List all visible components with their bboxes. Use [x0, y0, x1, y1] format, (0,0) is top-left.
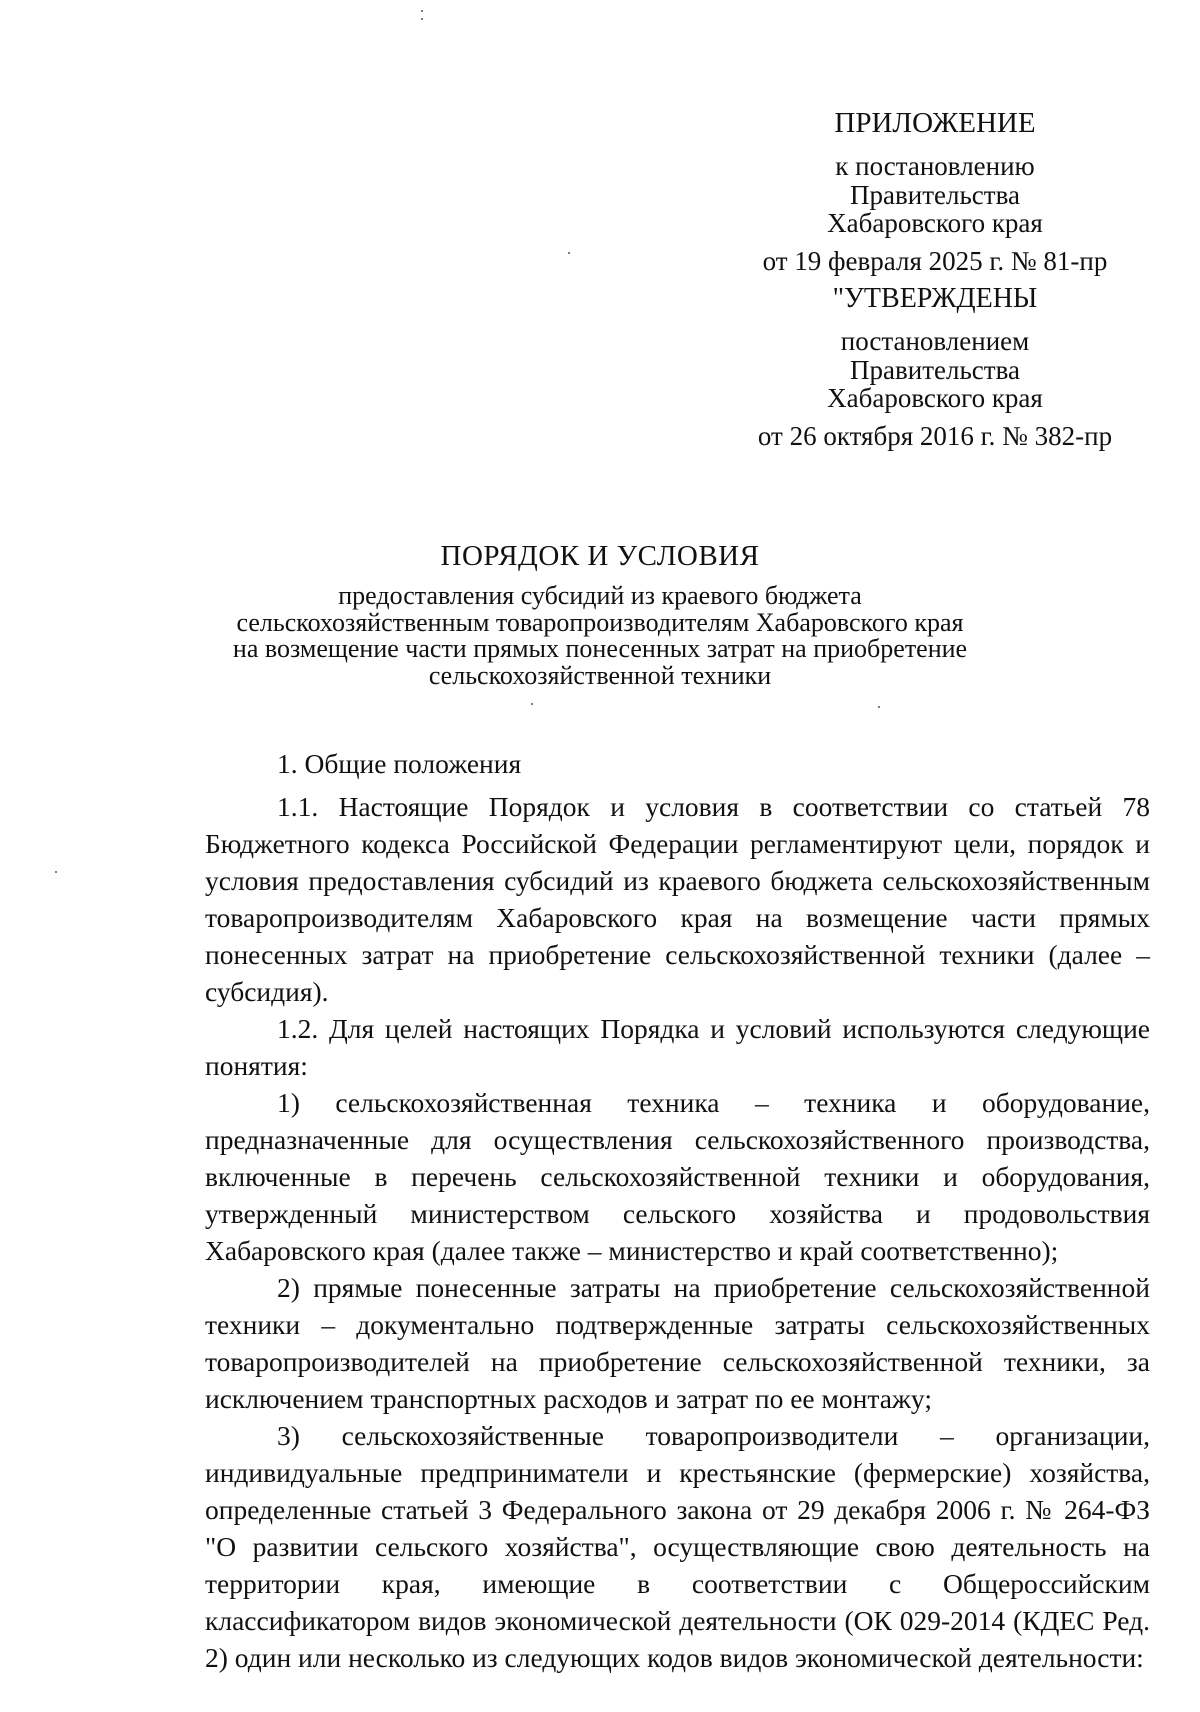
approved-label: "УТВЕРЖДЕНЫ: [832, 282, 1038, 314]
scan-speck: [55, 871, 57, 873]
definition-item-2: 2) прямые понесенные затраты на приобретение сельскохозяйственной техники – документально подтвержденные затраты сельскохозяйственных товаропроизводителей на приобретение сельскохозяйственной техники, за исключением транспортных расходов и затрат по ее монтажу;: [205, 1272, 1150, 1414]
appendix-block: [740, 108, 1130, 451]
appendix-line: Хабаровского края: [827, 208, 1043, 239]
paragraph-1-1: 1.1. Настоящие Порядок и условия в соответствии со статьей 78 Бюджетного кодекса Российской Федерации регламентируют цели, порядок и условия предоставления субсидий из краевого бюджета сельскохозяйственным товаропроизводителям Хабаровского края на возмещение части прямых понесенных затрат на приобретение сельскохозяйственной техники (далее – субсидия).: [205, 791, 1150, 1007]
approved-line: Правительства: [850, 354, 1020, 385]
appendix-date: от 19 февраля 2025 г. № 81-пр: [762, 246, 1108, 277]
scan-speck: [421, 10, 423, 12]
document-body: [205, 745, 1150, 1676]
section-heading: 1. Общие положения: [277, 748, 522, 779]
subtitle-line: сельскохозяйственной техники: [428, 660, 772, 690]
definition-item-3: 3) сельскохозяйственные товаропроизводители – организации, индивидуальные предприниматели и крестьянские (фермерские) хозяйства, определенные статьей 3 Федерального закона от 29 декабря 2006 г. № 264-ФЗ "О развитии сельского хозяйства", осуществляющие свою деятельность на территории края, имеющие в соответствии с Общероссийским классификатором видов экономической деятельности (ОК 029-2014 (КДЕС Ред. 2) один или несколько из следующих кодов видов экономической деятельности:: [205, 1420, 1150, 1673]
scan-speck: [568, 252, 570, 254]
subtitle-line: сельскохозяйственным товаропроизводителям Хабаровского края: [236, 607, 964, 637]
document-title: ПОРЯДОК И УСЛОВИЯ: [440, 540, 760, 572]
subtitle-line: предоставления субсидий из краевого бюджета: [338, 581, 862, 610]
scan-speck: [531, 703, 533, 705]
document-subtitle: [180, 583, 1020, 689]
appendix-line: Правительства: [850, 179, 1020, 210]
scan-speck: [878, 706, 880, 708]
appendix-title: ПРИЛОЖЕНИЕ: [834, 107, 1036, 139]
approved-line: постановлением: [840, 326, 1030, 357]
paragraph-1-2: 1.2. Для целей настоящих Порядка и условий используются следующие понятия:: [205, 1013, 1150, 1081]
appendix-line: к постановлению: [835, 151, 1035, 182]
approved-line: Хабаровского края: [827, 382, 1043, 413]
subtitle-line: на возмещение части прямых понесенных затрат на приобретение: [232, 634, 968, 664]
definition-item-1: 1) сельскохозяйственная техника – техника и оборудование, предназначенные для осуществления сельскохозяйственного производства, включенные в перечень сельскохозяйственной техники и оборудования, утвержденный министерством сельского хозяйства и продовольствия Хабаровского края (далее также – министерство и край соответственно);: [205, 1087, 1150, 1266]
scan-speck: [421, 18, 423, 20]
approved-date: от 26 октября 2016 г. № 382-пр: [757, 421, 1113, 452]
